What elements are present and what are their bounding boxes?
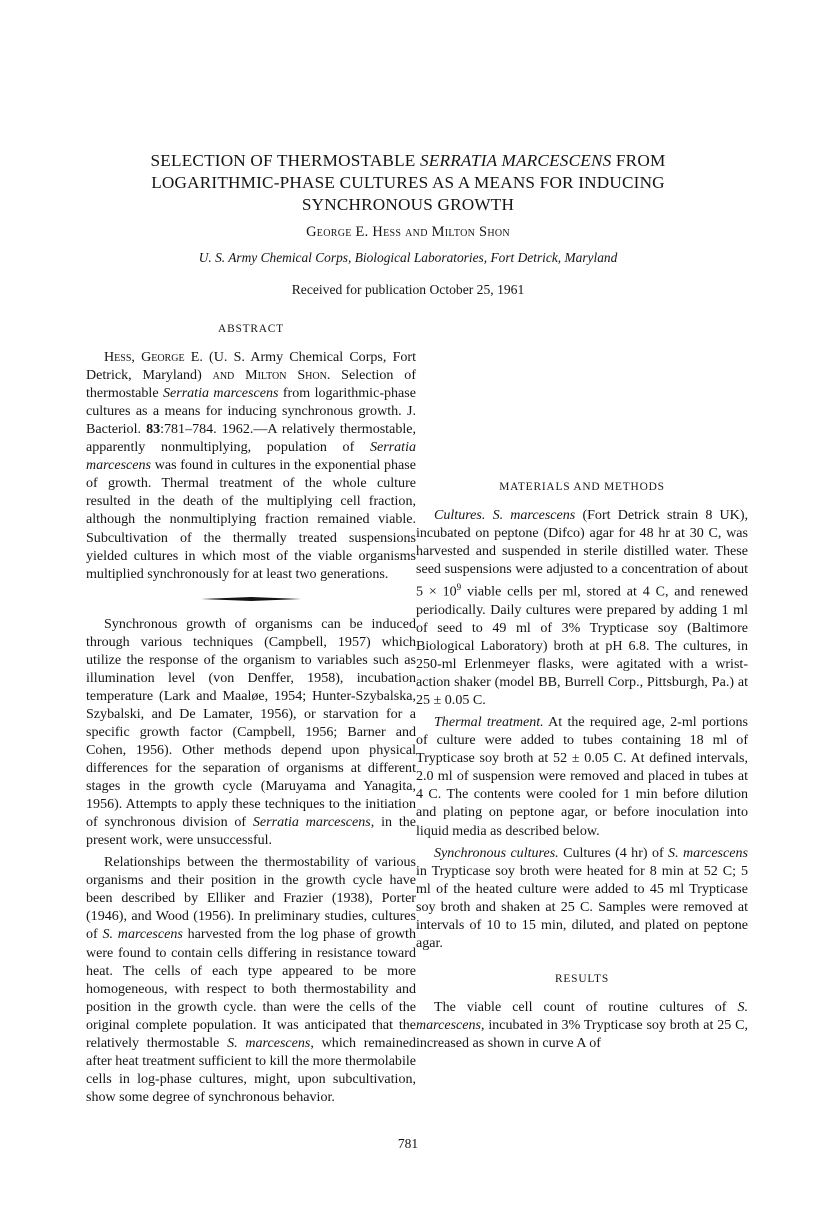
intro-p2-text: Relationships between the thermostability of various organisms and their position in the growth cycle have been described by Elliker and Frazier (1938), Porter (1946), and Wood (1956). In preliminary studies, cultures of — [86, 854, 416, 943]
sync-text: Cultures (4 hr) of — [558, 844, 669, 861]
methods-heading: MATERIALS AND METHODS — [499, 481, 665, 493]
author-1: George E. Hess — [306, 224, 402, 240]
title-organism: SERRATIA MARCESCENS — [420, 151, 612, 170]
title-line-1-start: SELECTION OF THERMOSTABLE — [150, 151, 420, 170]
sync-label: Synchronous cultures. — [434, 844, 559, 861]
abstract-volume: 83 — [146, 421, 161, 438]
left-column — [86, 320, 416, 1106]
abstract-seg-2: . Selection of thermostable — [86, 367, 416, 402]
author-conjunction: and — [401, 224, 432, 240]
article-title — [86, 150, 730, 216]
intro-p2-continued: harvested from the log phase of growth were found to contain cells differing in resistance toward heat. The cells of each type appeared to be more homogeneous, with respect to both thermostability and position in the growth cycle. than were the cells of the original complete population. It was anticipated that the relatively thermostable — [86, 926, 416, 1051]
intro-continuation-space — [416, 318, 748, 478]
abstract-text — [86, 348, 416, 583]
author-line — [86, 224, 730, 241]
cultures-exponent: 9 — [456, 582, 462, 593]
intro-p1-end: , in the present work, were unsuccessful. — [86, 814, 416, 849]
abstract-seg-4: :781–784. 1962.—A relatively thermostable, apparently nonmultiplying, population of — [86, 421, 416, 456]
author-2: Milton Shon — [431, 224, 510, 240]
intro-p1-organism: Serratia marcescens — [252, 814, 371, 831]
results-gap — [416, 952, 748, 970]
intro-p2-organism: S. marcescens — [102, 926, 183, 943]
intro-p2-end: , which remained after heat treatment sufficient to kill the more thermolabile cells in log-phase cultures, might, upon subcultivation, show some degree of synchronous behavior. — [86, 1034, 416, 1105]
page-number: 781 — [397, 1136, 419, 1151]
methods-cultures — [416, 506, 748, 709]
abstract-seg-5: was found in cultures in the exponential phase of growth. Thermal treatment of the whole culture resulted in the death of the multiplying cell fraction, although the nonmultiplying fraction remained viable. Subcultivation of the thermally treated suspensions yielded cultures in which most of the viable organisms multiplied synchronously for at least two generations. — [86, 457, 416, 582]
right-column — [416, 318, 748, 1052]
cultures-text: (Fort Detrick strain 8 UK), incubated on peptone (Difco) agar for 48 hr at 30 C, was harvested and suspended in sterile distilled water. These seed suspensions were adjusted to a concentration of about 5 × 10 — [416, 507, 749, 600]
results-organism: S. marcescens — [416, 998, 748, 1033]
results-text-end: , incubated in 3% Trypticase soy broth at 25 C, increased as shown in curve A of — [416, 1016, 748, 1051]
abstract-heading: ABSTRACT — [218, 323, 284, 335]
methods-thermal — [416, 713, 748, 839]
abstract-seg-3: from logarithmic-phase cultures as a means for inducing synchronous growth. J. Bacteriol. — [86, 385, 416, 438]
cultures-text-end: viable cells per ml, stored at 4 C, and renewed periodically. Daily cultures were prepared by adding 1 ml of seed to 49 ml of 3% Trypticase soy (Baltimore Biological Laboratory) broth at pH 6.8. The cultures, in 250-ml Erlenmeyer flasks, were agitated with a wrist-action shaker (model BB, Burrell Corp., Pittsburgh, Pa.) at 25 ± 0.05 C. — [416, 583, 748, 709]
intro-p1-text: Synchronous growth of organisms can be induced through various techniques (Campbell, 1957) which utilize the response of the organism to variables such as illumination level (von Denffer, 1958), incubation temperature (Lark and Maaløe, 1954; Hunter-Szybalska, Szybalski, and De Lamater, 1956), or starvation for a specific growth factor (Campbell, 1956; Barner and Cohen, 1956). Other methods depend upon physical differences for the separation of organisms at different stages in the growth cycle (Maruyama and Yanagita, 1956). Attempts to apply these techniques to the initiation of synchronous division of — [86, 615, 416, 831]
section-divider — [86, 583, 416, 615]
cultures-organism: S. marcescens — [492, 507, 576, 524]
thermal-text: At the required age, 2-ml portions of culture were added to tubes containing 18 ml of Trypticase soy broth at 52 ± 0.05 C. At defined intervals, 2.0 ml of suspension were removed and placed in tubes at 4 C. The contents were cooled for 1 min before dilution and plating on peptone agar, or before inoculation into liquid media as described below. — [416, 714, 748, 839]
results-heading: RESULTS — [555, 972, 609, 985]
intro-paragraph-2 — [86, 853, 416, 1106]
received-date: Received for publication October 25, 1961 — [291, 282, 525, 297]
sync-organism: S. marcescens — [668, 844, 748, 861]
intro-p2-organism-2: S. marcescens — [227, 1034, 311, 1051]
abstract-coauthor: and Milton Shon — [212, 367, 327, 384]
title-line-3: SYNCHRONOUS GROWTH — [301, 195, 515, 214]
sync-text-end: in Trypticase soy broth were heated for 8 min at 52 C; 5 ml of the heated culture were added to 45 ml Trypticase soy broth and shaken at 25 C. Samples were removed at intervals of 10 to 15 min, diluted, and plated on peptone agar. — [416, 862, 748, 951]
abstract-organism-2: Serratia marcescens — [86, 439, 416, 474]
results-paragraph — [416, 998, 748, 1052]
results-text: The viable cell count of routine cultures of — [434, 998, 738, 1015]
title-line-1-end: FROM — [611, 151, 666, 170]
cultures-label: Cultures. — [434, 507, 486, 524]
abstract-organism-1: Serratia marcescens — [162, 385, 279, 402]
intro-paragraph-1 — [86, 615, 416, 850]
abstract-author: Hess, George E. — [104, 349, 203, 366]
methods-synchronous — [416, 844, 748, 952]
thermal-label: Thermal treatment. — [434, 714, 544, 731]
title-line-1 — [86, 150, 730, 172]
divider-ornament — [201, 597, 301, 601]
cultures-space — [485, 507, 492, 523]
affiliation: U. S. Army Chemical Corps, Biological Laboratories, Fort Detrick, Maryland — [198, 250, 618, 265]
title-line-2: LOGARITHMIC-PHASE CULTURES AS A MEANS FOR INDUCING — [151, 173, 665, 192]
abstract-seg-1: (U. S. Army Chemical Corps, Fort Detrick, Maryland) — [86, 349, 417, 384]
